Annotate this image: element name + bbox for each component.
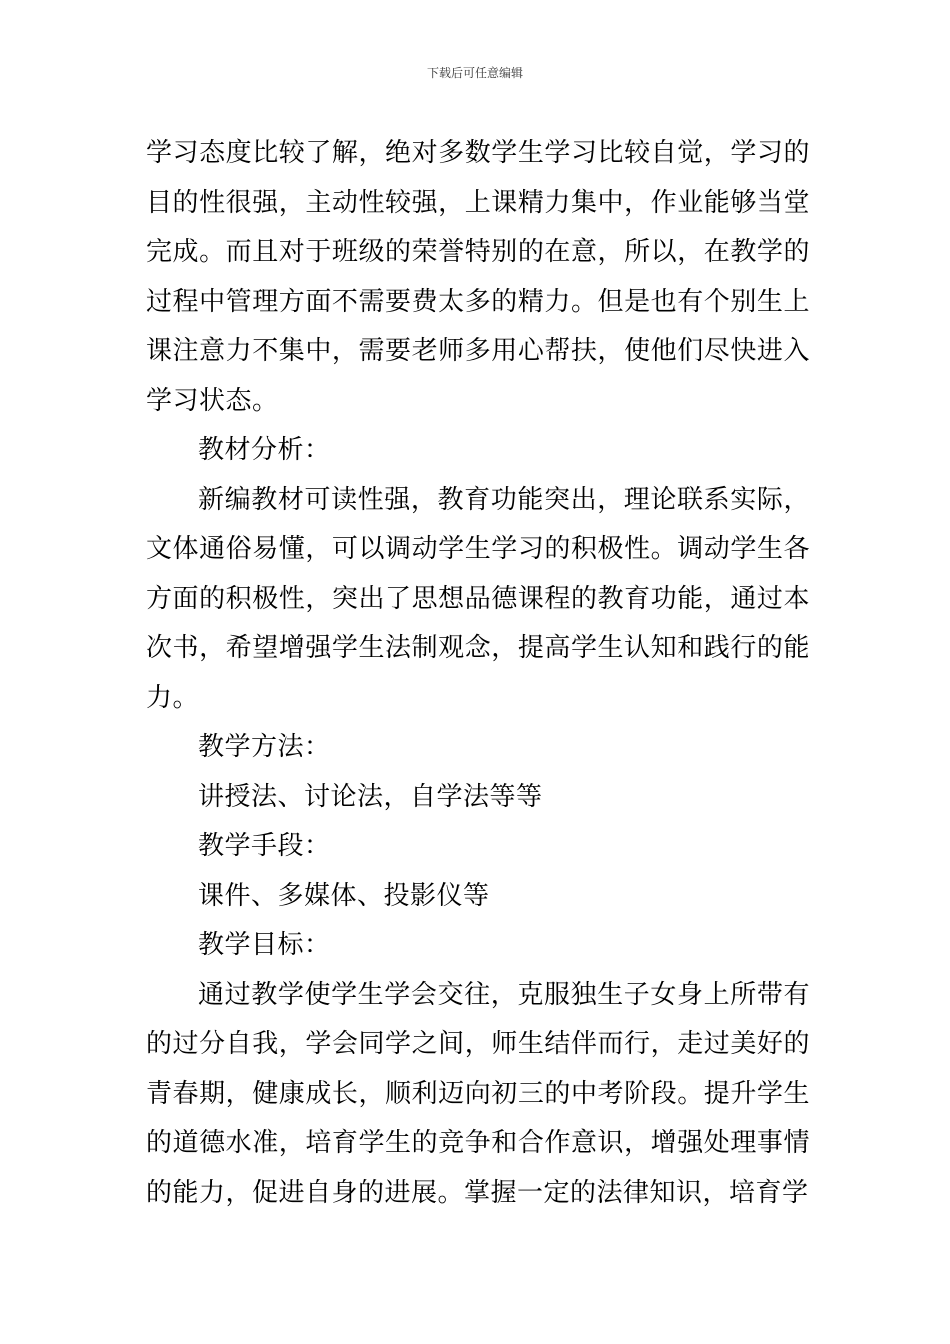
heading-teaching-methods: 教学方法：	[198, 732, 331, 762]
paragraph-textbook-analysis: 新编教材可读性强，教育功能突出，理论联系实际，文体通俗易懂，可以调动学生学习的积极性。调动学生各方面的积极性，突出了思想品德课程的教育功能，通过本次书，希望增强学生法制观念，提高学生认知和践行的能力。	[146, 484, 810, 713]
paragraph-teaching-methods: 讲授法、讨论法，自学法等等	[198, 781, 543, 812]
paragraph-student-attitude: 学习态度比较了解，绝对多数学生学习比较自觉，学习的目的性很强，主动性较强，上课精力集中，作业能够当堂完成。而且对于班级的荣誉特别的在意，所以，在教学的过程中管理方面不需要费太多的精力。但是也有个别生上课注意力不集中，需要老师多用心帮扶，使他们尽快进入学习状态。	[146, 138, 810, 416]
paragraph-teaching-means: 课件、多媒体、投影仪等	[198, 880, 490, 911]
heading-teaching-means: 教学手段：	[198, 831, 331, 861]
heading-teaching-goals: 教学目标：	[198, 930, 331, 960]
heading-textbook-analysis: 教材分析：	[198, 435, 331, 465]
page-header: 下载后可任意编辑	[426, 66, 523, 80]
document-body	[146, 129, 810, 1218]
paragraph-teaching-goals: 通过教学使学生学会交往，克服独生子女身上所带有的过分自我，学会同学之间，师生结伴而行，走过美好的青春期，健康成长，顺利迈向初三的中考阶段。提升学生的道德水准，培育学生的竞争和合作意识，增强处理事情的能力，促进自身的进展。掌握一定的法律知识，培育学	[146, 979, 810, 1208]
